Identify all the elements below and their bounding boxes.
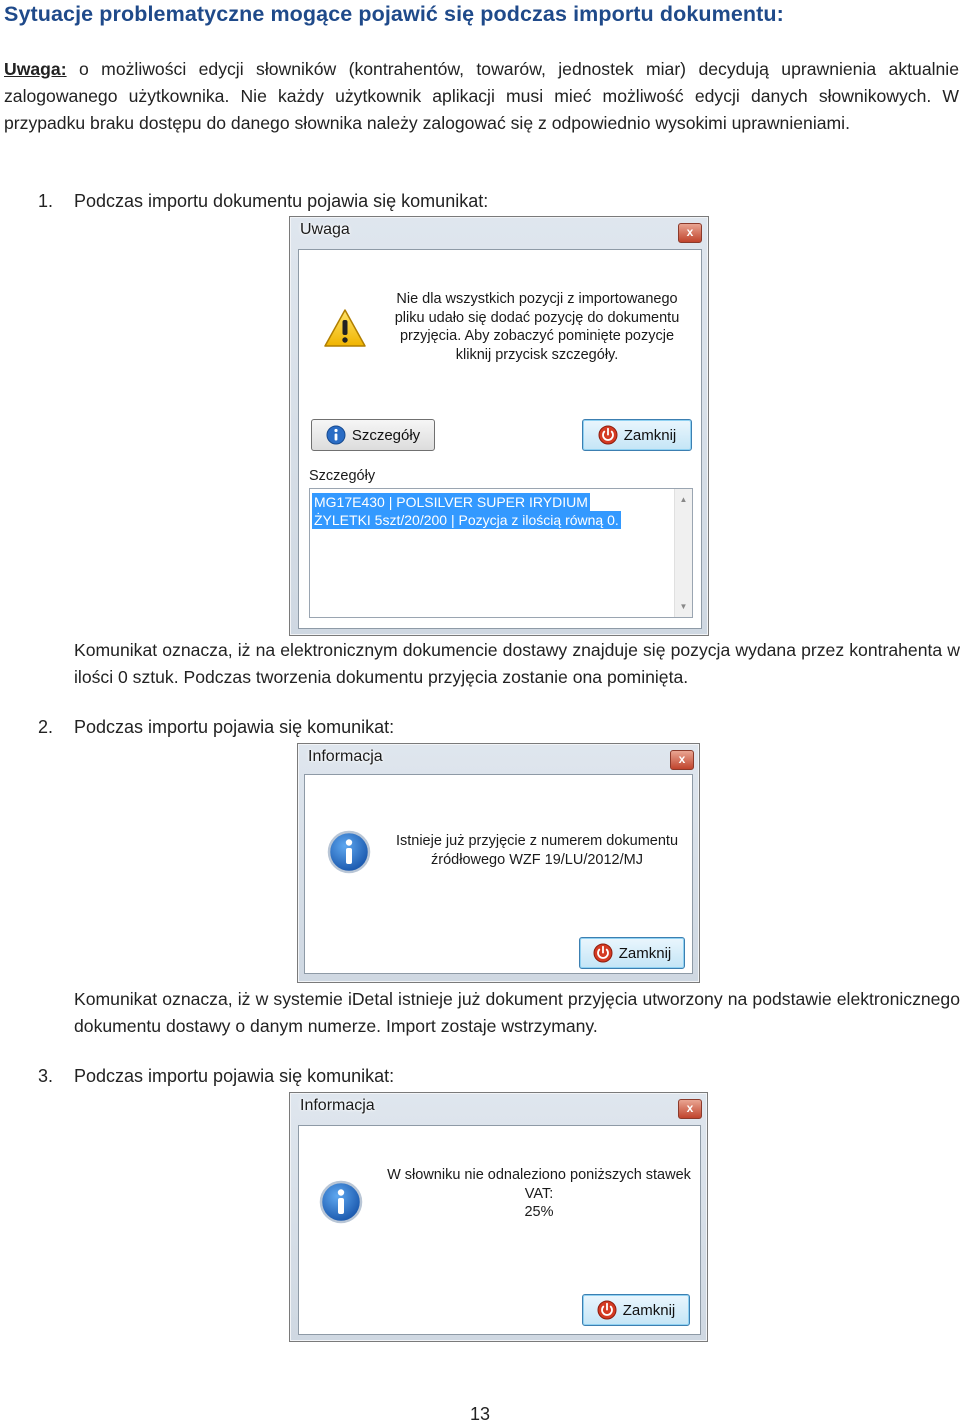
details-list[interactable] bbox=[309, 488, 693, 618]
note-label: Uwaga: bbox=[4, 59, 67, 79]
power-icon bbox=[597, 1300, 617, 1320]
dialog-warning bbox=[289, 216, 709, 636]
dialog-close-button[interactable]: x bbox=[678, 223, 702, 243]
item-1-description: Komunikat oznacza, iż na elektronicznym dokumencie dostawy znajduje się pozycja wydana przez kontrahenta w ilości 0 sztuk. Podczas tworzenia dokumentu przyjęcia zostanie ona pominięta. bbox=[74, 640, 960, 687]
scroll-down-arrow-icon[interactable]: ▼ bbox=[679, 602, 688, 611]
dialog-information-vat bbox=[289, 1092, 708, 1342]
dialog-client-area bbox=[298, 1125, 701, 1335]
item-2-description: Komunikat oznacza, iż w systemie iDetal istnieje już dokument przyjęcia utworzony na podstawie elektronicznego dokumentu dostawy o danym numerze. Import zostaje wstrzymany. bbox=[74, 989, 960, 1036]
list-item-text: Podczas importu pojawia się komunikat: bbox=[74, 1066, 395, 1086]
note-paragraph bbox=[4, 56, 959, 137]
details-button-label: Szczegóły bbox=[351, 426, 421, 444]
close-button-label: Zamknij bbox=[623, 426, 677, 444]
dialog-information-duplicate bbox=[297, 743, 700, 983]
warning-icon bbox=[323, 308, 367, 348]
list-item-2 bbox=[38, 717, 394, 738]
close-button-label: Zamknij bbox=[618, 944, 672, 962]
dialog-client-area bbox=[298, 249, 702, 629]
dialog-message: Nie dla wszystkich pozycji z importowanego pliku udało się dodać pozycję do dokumentu przyjęcia. Aby zobaczyć pominięte pozycje kliknij przycisk szczegóły. bbox=[394, 291, 680, 363]
list-item-1 bbox=[38, 191, 488, 212]
dialog-title: Informacja bbox=[308, 748, 383, 765]
dialog-title: Informacja bbox=[300, 1097, 375, 1114]
power-icon bbox=[593, 943, 613, 963]
details-scrollbar[interactable] bbox=[674, 489, 692, 617]
dialog-close-button[interactable]: x bbox=[678, 1099, 702, 1119]
details-button[interactable] bbox=[311, 419, 435, 451]
close-button[interactable] bbox=[582, 419, 692, 451]
dialog-close-button[interactable]: x bbox=[670, 750, 694, 770]
details-line-2[interactable]: ŻYLETKI 5szt/20/200 | Pozycja z ilością równą 0. bbox=[314, 512, 619, 528]
dialog-client-area bbox=[304, 774, 693, 974]
list-item-3 bbox=[38, 1066, 394, 1087]
page-heading: Sytuacje problematyczne mogące pojawić się podczas importu dokumentu: bbox=[4, 2, 784, 26]
details-label: Szczegóły bbox=[309, 468, 376, 484]
dialog-message: W słowniku nie odnaleziono poniższych stawek VAT: 25% bbox=[387, 1167, 691, 1220]
dialog-title: Uwaga bbox=[300, 221, 350, 238]
list-item-number: 3. bbox=[38, 1066, 54, 1086]
info-icon bbox=[327, 830, 371, 874]
close-button[interactable] bbox=[582, 1294, 690, 1326]
list-item-text: Podczas importu pojawia się komunikat: bbox=[74, 717, 395, 737]
info-icon bbox=[319, 1180, 363, 1224]
close-button[interactable] bbox=[579, 937, 685, 969]
info-icon bbox=[326, 425, 346, 445]
list-item-number: 2. bbox=[38, 717, 54, 737]
close-button-label: Zamknij bbox=[622, 1301, 676, 1319]
scroll-up-arrow-icon[interactable]: ▲ bbox=[679, 495, 688, 504]
power-icon bbox=[598, 425, 618, 445]
details-line-1[interactable]: MG17E430 | POLSILVER SUPER IRYDIUM bbox=[314, 494, 588, 510]
note-text: o możliwości edycji słowników (kontrahentów, towarów, jednostek miar) decydują uprawnienia aktualnie zalogowanego użytkownika. Nie każdy użytkownik aplikacji musi mieć możliwość edycji danych słownikowych. W przypadku braku dostępu do danego słownika należy zalogować się z odpowiednio wysokimi uprawnieniami. bbox=[4, 59, 959, 133]
list-item-number: 1. bbox=[38, 191, 54, 211]
page-number: 13 bbox=[470, 1404, 491, 1424]
list-item-text: Podczas importu dokumentu pojawia się komunikat: bbox=[74, 191, 489, 211]
dialog-message: Istnieje już przyjęcie z numerem dokumentu źródłowego WZF 19/LU/2012/MJ bbox=[395, 833, 679, 868]
